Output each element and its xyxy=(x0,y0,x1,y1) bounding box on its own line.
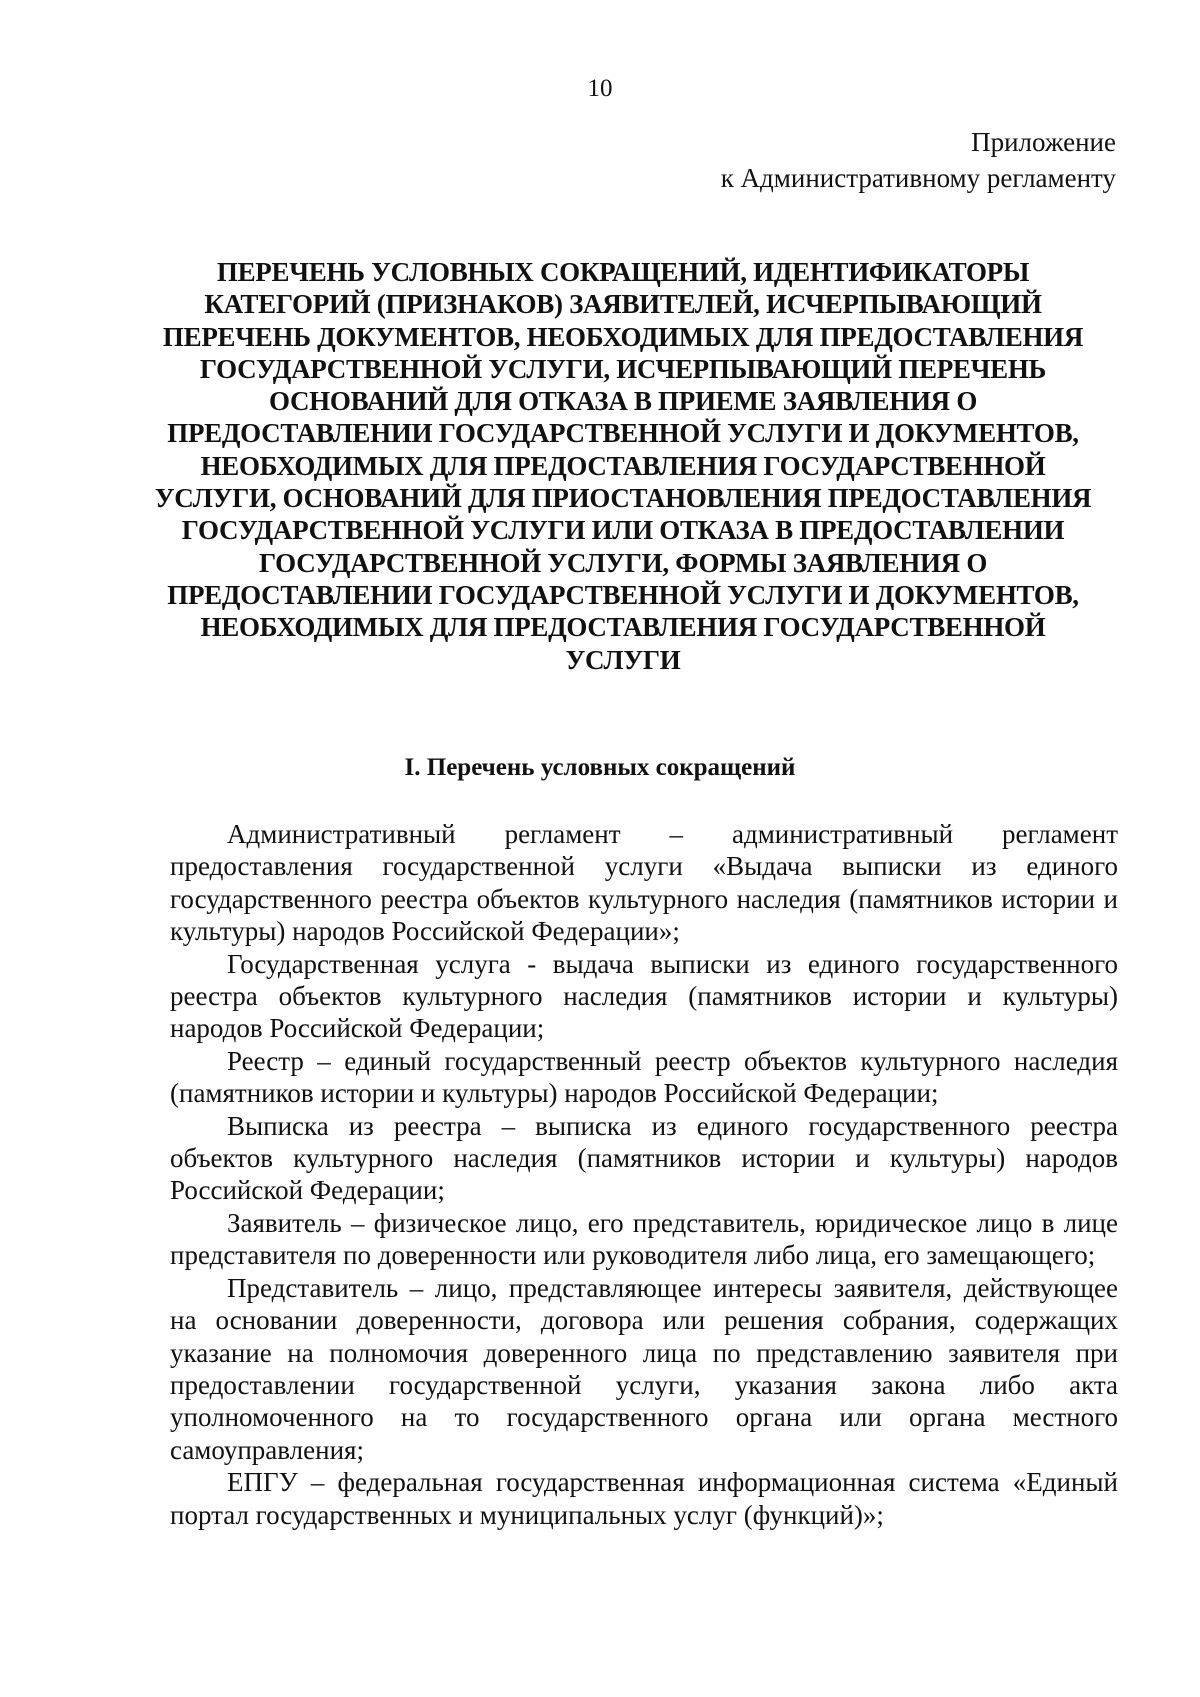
title-line: ГОСУДАРСТВЕННОЙ УСЛУГИ, ИСЧЕРПЫВАЮЩИЙ ПЕРЕЧЕНЬ xyxy=(199,353,1047,384)
appendix-header xyxy=(721,124,1116,196)
section-body xyxy=(170,818,1118,1531)
definition-paragraph: Государственная услуга - выдача выписки из единого государственного реестра объектов культурного наследия (памятников истории и культуры) народов Российской Федерации; xyxy=(170,948,1118,1044)
definition-paragraph: Представитель – лицо, представляющее интересы заявителя, действующее на основании доверенности, договора или решения собрания, содержащих указание на полномочия доверенного лица по представлению заявителя при предоставлении государственной услуги, указания закона либо акта уполномоченного на то государственного органа или органа местного самоуправления; xyxy=(170,1272,1118,1465)
title-line: ГОСУДАРСТВЕННОЙ УСЛУГИ ИЛИ ОТКАЗА В ПРЕДОСТАВЛЕНИИ xyxy=(181,515,1065,546)
title-line: ПРЕДОСТАВЛЕНИИ ГОСУДАРСТВЕННОЙ УСЛУГИ И ДОКУМЕНТОВ, xyxy=(167,418,1079,449)
title-line: УСЛУГИ xyxy=(565,644,681,675)
title-line: ПРЕДОСТАВЛЕНИИ ГОСУДАРСТВЕННОЙ УСЛУГИ И ДОКУМЕНТОВ, xyxy=(167,579,1079,610)
definition-paragraph: Выписка из реестра – выписка из единого государственного реестра объектов культурного наследия (памятников истории и культуры) народов Российской Федерации; xyxy=(170,1110,1118,1206)
title-line: ОСНОВАНИЙ ДЛЯ ОТКАЗА В ПРИЕМЕ ЗАЯВЛЕНИЯ О xyxy=(268,386,978,417)
title-line: НЕОБХОДИМЫХ ДЛЯ ПРЕДОСТАВЛЕНИЯ ГОСУДАРСТВЕННОЙ xyxy=(200,450,1046,481)
definition-paragraph: ЕПГУ – федеральная государственная информационная система «Единый портал государственных и муниципальных услуг (функций)»; xyxy=(170,1467,1118,1530)
title-line: НЕОБХОДИМЫХ ДЛЯ ПРЕДОСТАВЛЕНИЯ ГОСУДАРСТВЕННОЙ xyxy=(200,612,1046,643)
title-line: ПЕРЕЧЕНЬ ДОКУМЕНТОВ, НЕОБХОДИМЫХ ДЛЯ ПРЕДОСТАВЛЕНИЯ xyxy=(162,321,1084,352)
title-line: УСЛУГИ, ОСНОВАНИЙ ДЛЯ ПРИОСТАНОВЛЕНИЯ ПРЕДОСТАВЛЕНИЯ xyxy=(154,483,1092,514)
definition-paragraph: Заявитель – физическое лицо, его представитель, юридическое лицо в лице представителя по доверенности или руководителя либо лица, его замещающего; xyxy=(170,1207,1118,1271)
title-line: КАТЕГОРИЙ (ПРИЗНАКОВ) ЗАЯВИТЕЛЕЙ, ИСЧЕРПЫВАЮЩИЙ xyxy=(204,289,1042,320)
section-heading: I. Перечень условных сокращений xyxy=(404,754,796,781)
definition-paragraph: Административный регламент – административный регламент предоставления государственной услуги «Выдача выписки из единого государственного реестра объектов культурного наследия (памятников истории и культуры) народов Российской Федерации»; xyxy=(170,819,1118,947)
title-line: ПЕРЕЧЕНЬ УСЛОВНЫХ СОКРАЩЕНИЙ, ИДЕНТИФИКАТОРЫ xyxy=(216,257,1030,287)
page-number: 10 xyxy=(587,75,613,102)
title-line: ГОСУДАРСТВЕННОЙ УСЛУГИ, ФОРМЫ ЗАЯВЛЕНИЯ О xyxy=(258,547,988,578)
appendix-label: Приложение xyxy=(971,127,1116,157)
document-title xyxy=(150,256,1096,676)
appendix-reference: к Административному регламенту xyxy=(720,163,1116,193)
definition-paragraph: Реестр – единый государственный реестр объектов культурного наследия (памятников истории и культуры) народов Российской Федерации; xyxy=(170,1045,1118,1109)
